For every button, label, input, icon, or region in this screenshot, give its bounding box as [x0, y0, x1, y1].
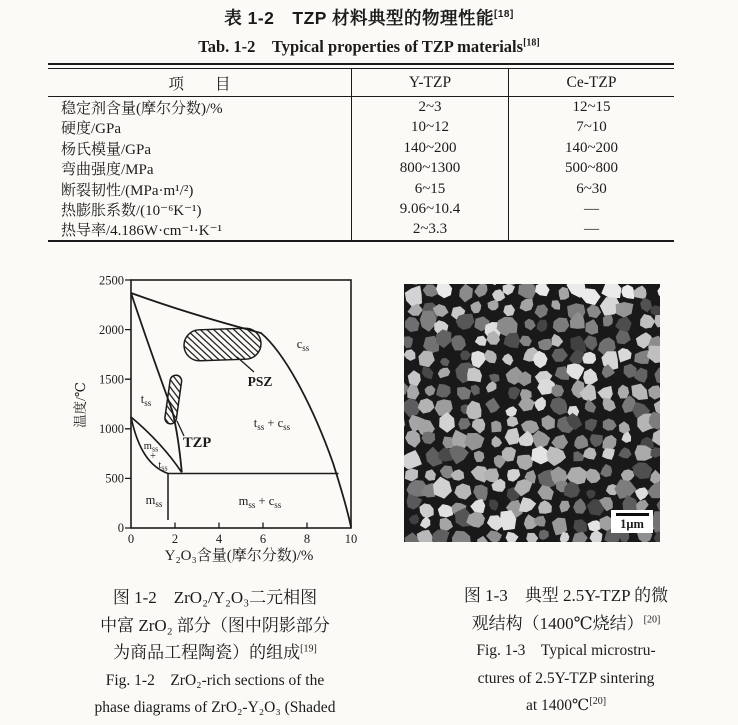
caption-line: Fig. 1-3 Typical microstru-: [476, 642, 656, 659]
plot-frame: [131, 280, 351, 528]
ytzp-value: 140~200: [351, 138, 508, 159]
property-name: 稳定剂含量(摩尔分数)/%: [61, 101, 223, 117]
caption-line: 图 1-2 ZrO₂/Y₂O₃二元相图: [112, 588, 318, 607]
property-name: 弯曲强度/MPa: [61, 162, 154, 179]
property-name: 热导率/4.186W·cm⁻¹·K⁻¹: [61, 223, 223, 240]
region-label-css: $c_{ss}$: [296, 337, 310, 353]
cetzp-value: 140~200: [508, 138, 674, 159]
property-name: 硬度/GPa: [61, 121, 122, 138]
region-label-mss-css: $m_{ss} + c_{ss}$: [238, 494, 282, 510]
citation-ref: [18]: [523, 37, 540, 49]
table-row: [48, 158, 674, 178]
citation-ref: [20]: [589, 695, 607, 707]
ytzp-value: 2~3.3: [351, 219, 508, 240]
scale-bar-label: 1μm: [620, 516, 644, 531]
x-axis-ticks: [175, 523, 351, 529]
caption-line: 为商品工程陶瓷）的组成[19]: [113, 643, 317, 662]
y-tick-1500: 1500: [99, 372, 124, 387]
fig12-caption: [38, 584, 392, 722]
ytzp-value: 9.06~10.4: [351, 199, 508, 220]
table-row: [48, 179, 674, 199]
region-label-mss-tss-1: $m_{ss}$: [143, 441, 159, 454]
property-name: 杨氏模量/GPa: [61, 141, 152, 158]
table-header-row: [48, 69, 674, 97]
caption-line: 观结构（1400℃烧结）[20]: [471, 613, 661, 633]
table-row: [48, 97, 674, 117]
tzp-label: TZP: [183, 435, 212, 451]
ytzp-value: 800~1300: [351, 158, 508, 179]
micrograph-grains: [404, 284, 660, 542]
cetzp-value: —: [508, 219, 674, 240]
x-tick-0: 0: [127, 532, 135, 546]
region-label-tss: $t_{ss}$: [140, 392, 152, 408]
x-tick-6: 6: [259, 532, 267, 546]
caption-line: at 1400℃[20]: [525, 695, 607, 714]
y-tick-2500: 2500: [99, 273, 124, 288]
table-title-zh: [0, 5, 738, 30]
ytzp-value: 10~12: [351, 117, 508, 138]
caption-line: phase diagrams of ZrO₂-Y₂O₃ (Shaded: [94, 699, 336, 716]
x-tick-10: 10: [344, 532, 358, 546]
x-axis-label: Y₂O₃含量(摩尔分数)/%: [164, 548, 314, 564]
col-header-cetzp: Ce-TZP: [508, 69, 674, 96]
caption-line: ctures of 2.5Y-TZP sintering: [477, 669, 655, 687]
cetzp-value: 6~30: [508, 179, 674, 200]
cetzp-value: 500~800: [508, 158, 674, 179]
phase-diagram: [72, 255, 394, 567]
fig13-caption: [396, 582, 736, 720]
table-title-en: [0, 33, 738, 57]
y-tick-0: 0: [117, 521, 124, 535]
ytzp-value: 6~15: [351, 179, 508, 200]
y-axis-label: 温度/℃: [73, 382, 88, 428]
y-tick-2000: 2000: [99, 323, 124, 337]
caption-line: 中富 ZrO₂ 部分（图中阴影部分: [100, 615, 330, 635]
region-label-mss-tss-3: $t_{ss}$: [158, 460, 168, 473]
table-title-en-text: Tab. 1-2 Typical properties of TZP materials: [198, 37, 524, 56]
y-tick-1000: 1000: [99, 422, 124, 436]
table-row: [48, 117, 674, 137]
table-row: [48, 219, 674, 239]
cetzp-value: 7~10: [508, 117, 674, 138]
x-tick-2: 2: [171, 532, 179, 546]
table-row: [48, 199, 674, 219]
property-name: 断裂韧性/(MPa·m¹/²): [61, 182, 194, 199]
psz-label: PSZ: [247, 374, 273, 389]
citation-ref: [18]: [493, 9, 514, 21]
cetzp-value: 12~15: [508, 97, 674, 118]
x-tick-4: 4: [215, 532, 223, 546]
property-name: 热膨胀系数/(10⁻⁶K⁻¹): [61, 202, 202, 219]
properties-table: [48, 63, 674, 242]
region-label-mss: $m_{ss}$: [145, 493, 163, 509]
col-header-item: 项 目: [168, 75, 231, 93]
tzp-shaded-region: [164, 374, 182, 424]
x-tick-8: 8: [303, 532, 311, 546]
col-header-ytzp: Y-TZP: [351, 69, 508, 96]
micrograph: [404, 284, 660, 542]
ytzp-value: 2~3: [351, 97, 508, 118]
table-title-zh-text: 表 1-2 TZP 材料典型的物理性能: [224, 8, 494, 28]
region-label-mss-tss-2: +: [150, 451, 156, 462]
caption-line: Fig. 1-2 ZrO₂-rich sections of the: [105, 671, 325, 689]
region-label-tss-css: $t_{ss} + c_{ss}$: [253, 416, 291, 432]
psz-shaded-region: [183, 328, 261, 362]
y-axis-ticks: [125, 280, 131, 528]
scale-bar: [611, 510, 653, 533]
cetzp-value: —: [508, 199, 674, 220]
table-row: [48, 138, 674, 158]
y-tick-500: 500: [105, 471, 124, 486]
caption-line: 图 1-3 典型 2.5Y-TZP 的微: [463, 586, 669, 605]
tzp-pointer-line: [177, 421, 184, 436]
citation-ref: [20]: [643, 613, 661, 625]
citation-ref: [19]: [300, 643, 317, 655]
